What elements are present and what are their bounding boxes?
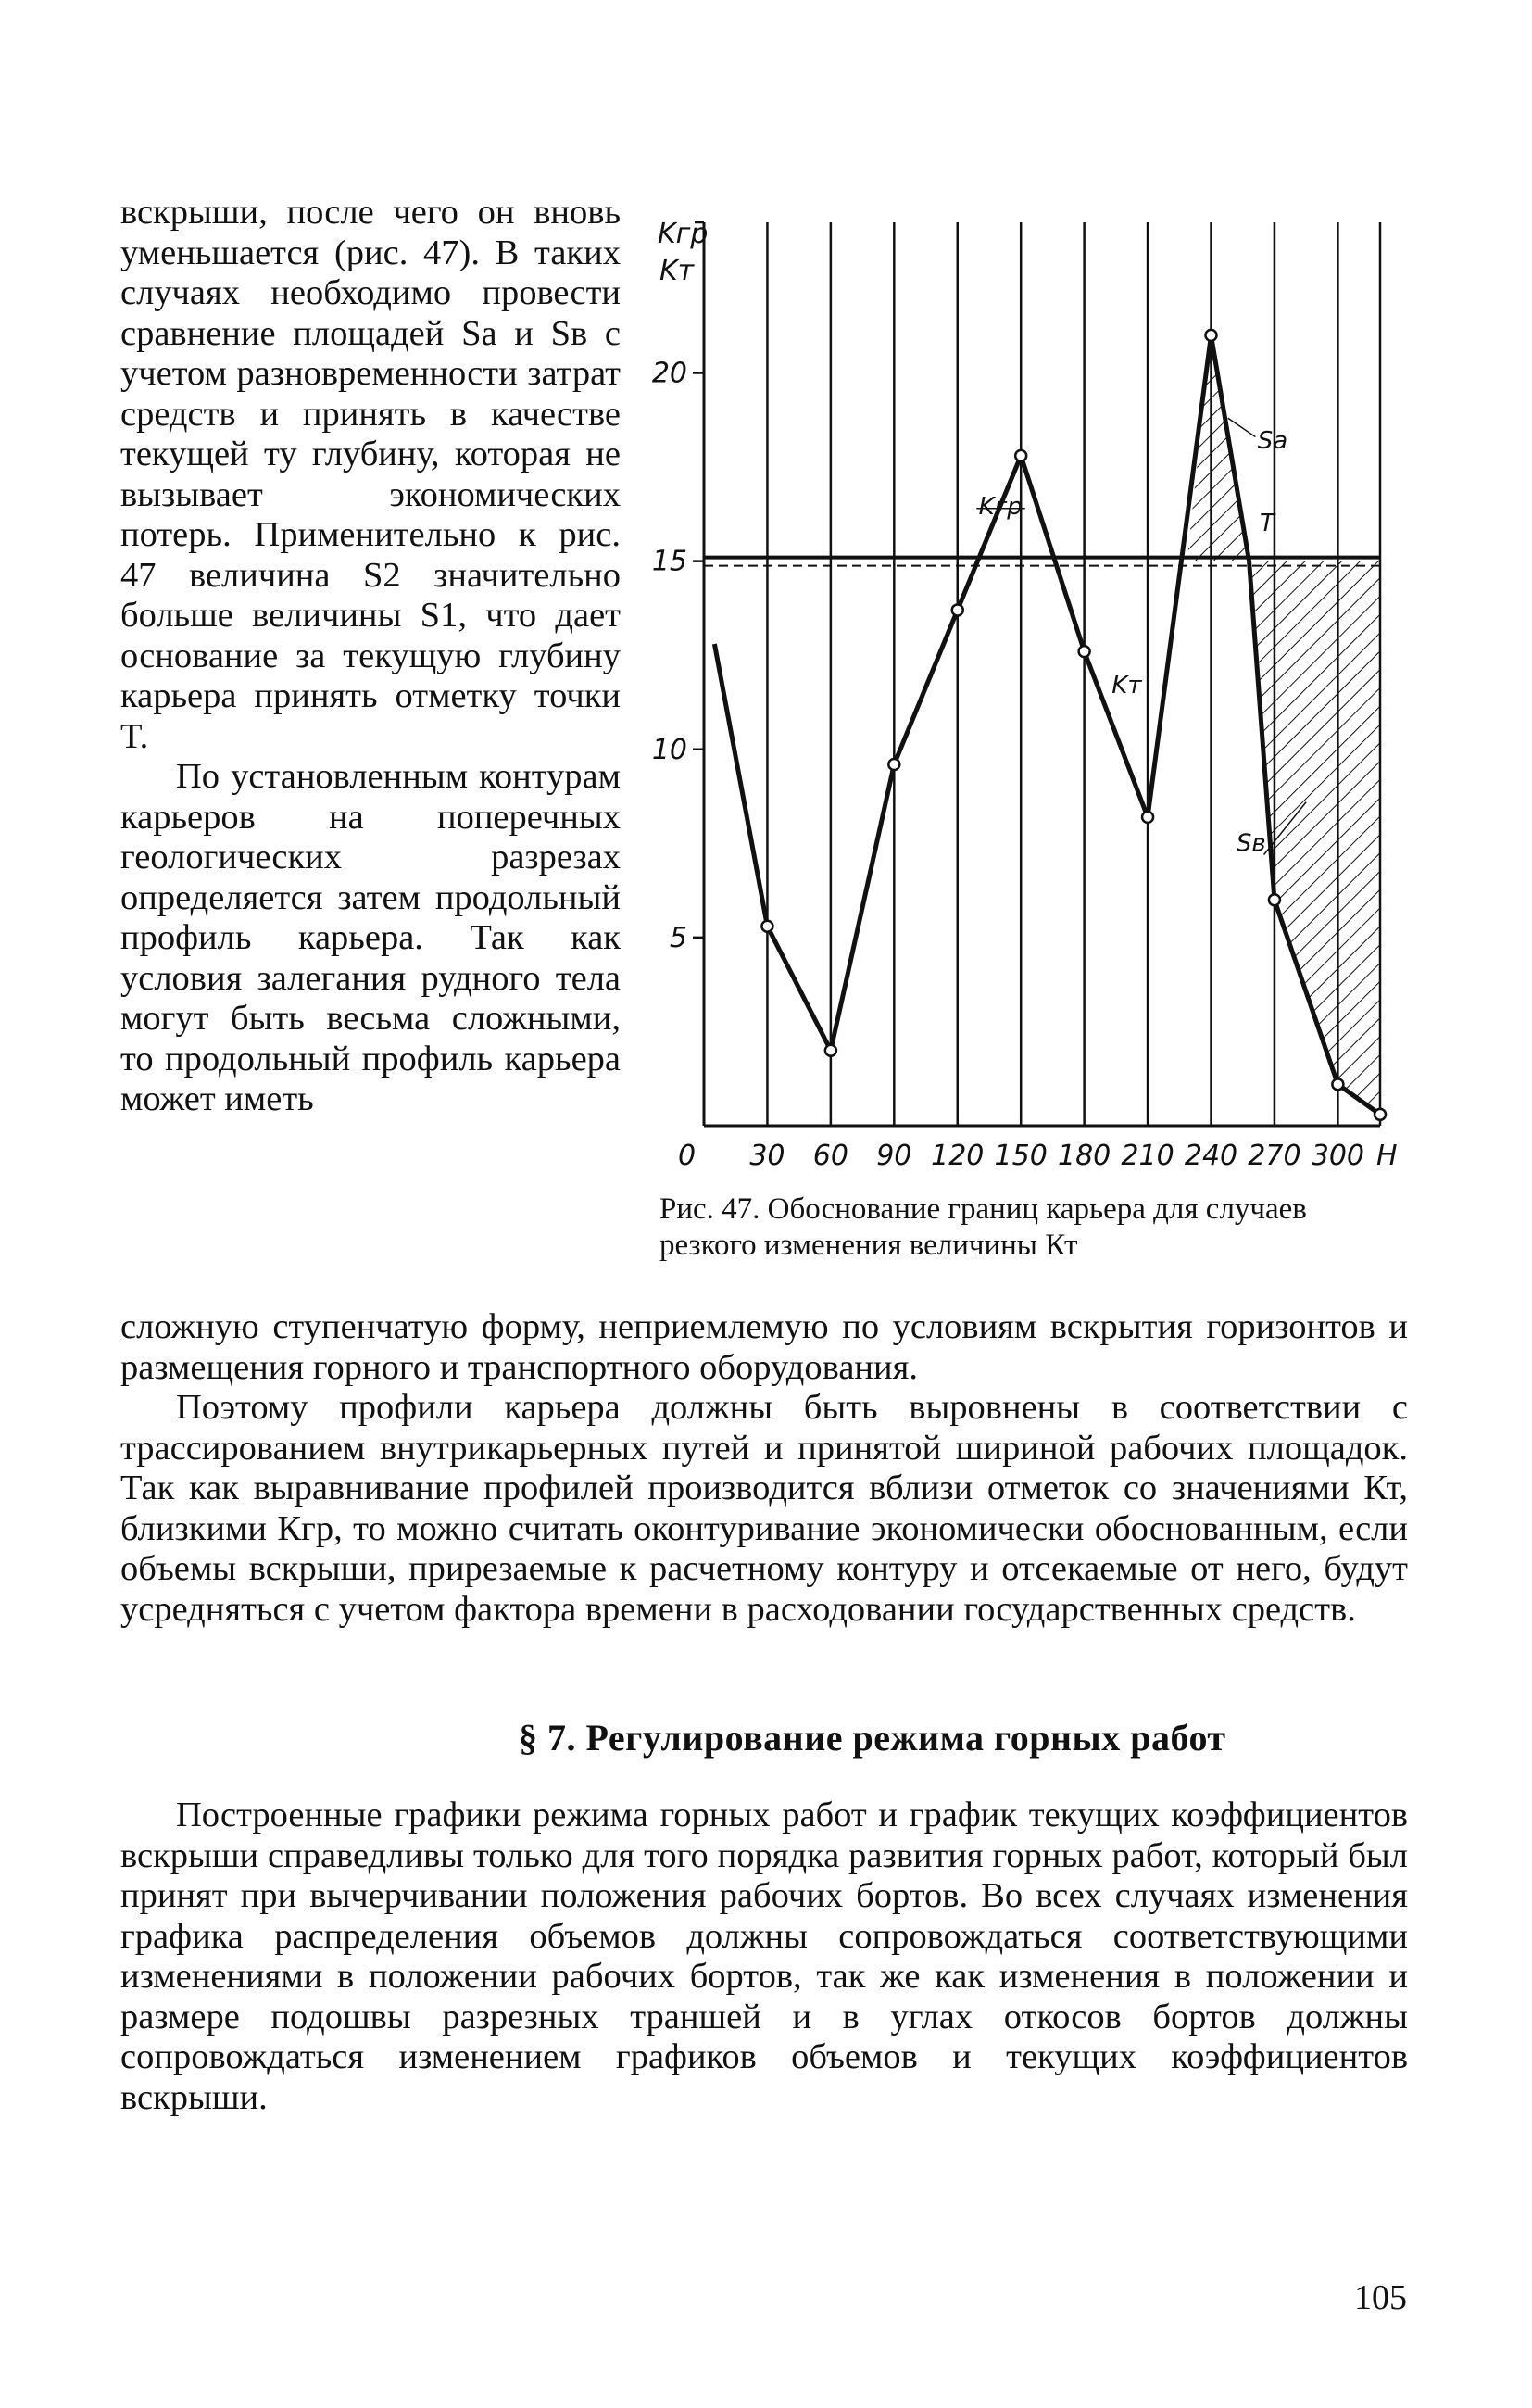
paragraph-2: По установленным контурам карьеров на поперечных геологических разрезах определяется затем продольный профиль карьера. Так как условия залегания рудного тела могут быть весьма сложными, то продольный профиль карьера может иметь [120, 757, 621, 1118]
data-point-150 [1015, 450, 1026, 461]
data-point-270 [1269, 894, 1280, 905]
full-width-text [120, 1307, 1408, 1630]
data-point-240 [1206, 330, 1217, 341]
data-point-320 [1375, 1109, 1386, 1120]
y-tick-label-5: 5 [669, 921, 687, 954]
x-tick-label-60: 60 [812, 1140, 848, 1172]
y-label-kt: Kт [659, 255, 695, 287]
data-point-180 [1079, 646, 1090, 657]
paragraph-1: вскрыши, после чего он вновь уменьшается (рис. 47). В таких случаях необходимо провести сравнение площадей Sа и Sв с учетом разновременности затрат средств и принять в качестве текущей ту глубину, которая не вызывает экономических потерь. Применительно к рис. 47 величина S2 значительно больше величины S1, что дает основание за текущую глубину карьера принять отметку точки T. [120, 193, 621, 756]
paragraph-4: Построенные графики режима горных работ и график текущих коэффициентов вскрыши справедливы только для того порядка развития горных работ, который был принят при вычерчивании положения рабочих бортов. Во всех случаях изменения графика распределения объемов должны сопровождаться соответствующими изменениями в положении рабочих бортов, так же как изменения в положении и размере подошвы разрезных траншей и в углах откосов бортов должны сопровождаться изменением графиков объемов и текущих коэффициентов вскрыши. [120, 1796, 1408, 2117]
annotation-kt: Kт [1111, 671, 1142, 700]
y-tick-label-10: 10 [651, 733, 687, 766]
annotation-sa-leader [1228, 418, 1256, 436]
chart-svg [648, 208, 1398, 1172]
page-number: 105 [1354, 2278, 1407, 2317]
x-tick-label-90: 90 [876, 1140, 912, 1172]
annotation-sa: Sа [1257, 426, 1288, 455]
x-tick-label-300: 300 [1311, 1140, 1365, 1172]
data-point-120 [952, 604, 963, 615]
origin-label: 0 [678, 1140, 697, 1172]
figure-caption: Рис. 47. Обоснование границ карьера для случаев резкого изменения величины Кт [659, 1192, 1307, 1262]
data-point-30 [761, 921, 772, 932]
x-tick-label-240: 240 [1184, 1140, 1238, 1172]
paragraph-2-continued: сложную ступенчатую форму, неприемлемую по условиям вскрытия горизонтов и размещения горного и транспортного оборудования. [120, 1307, 1408, 1387]
x-tick-label-30: 30 [749, 1140, 785, 1172]
x-tick-label-180: 180 [1057, 1140, 1111, 1172]
x-tick-label-270: 270 [1248, 1140, 1301, 1172]
y-label-kgr: Kгр [658, 218, 709, 250]
paragraph-3: Поэтому профили карьера должны быть выровнены в соответствии с трассированием внутрикарьерных путей и принятой шириной рабочих площадок. Так как выравнивание профилей производится вблизи отметок со значениями Кт, близкими Кгр, то можно считать оконтуривание экономически обоснованным, если объемы вскрыши, прирезаемые к расчетному контуру и отсекаемые от него, будут усредняться с учетом фактора времени в расходовании государственных средств. [120, 1388, 1408, 1629]
x-tick-label-120: 120 [931, 1140, 985, 1172]
figure-47 [648, 208, 1398, 1172]
left-column [120, 193, 621, 1120]
x-tick-label-150: 150 [994, 1140, 1048, 1172]
data-point-210 [1142, 812, 1153, 823]
annotation-kgr: Kгр [978, 493, 1023, 521]
section-body [120, 1796, 1408, 2118]
data-point-300 [1332, 1078, 1343, 1090]
x-axis-label: H [1376, 1140, 1398, 1172]
y-tick-label-15: 15 [651, 545, 687, 578]
data-point-60 [825, 1045, 836, 1056]
x-tick-label-210: 210 [1121, 1140, 1174, 1172]
annotation-t: T [1259, 510, 1275, 538]
section-heading: § 7. Регулирование режима горных работ [519, 1717, 1226, 1759]
annotation-sv: Sв [1236, 829, 1266, 858]
data-point-90 [888, 759, 899, 770]
y-tick-label-20: 20 [651, 357, 687, 390]
